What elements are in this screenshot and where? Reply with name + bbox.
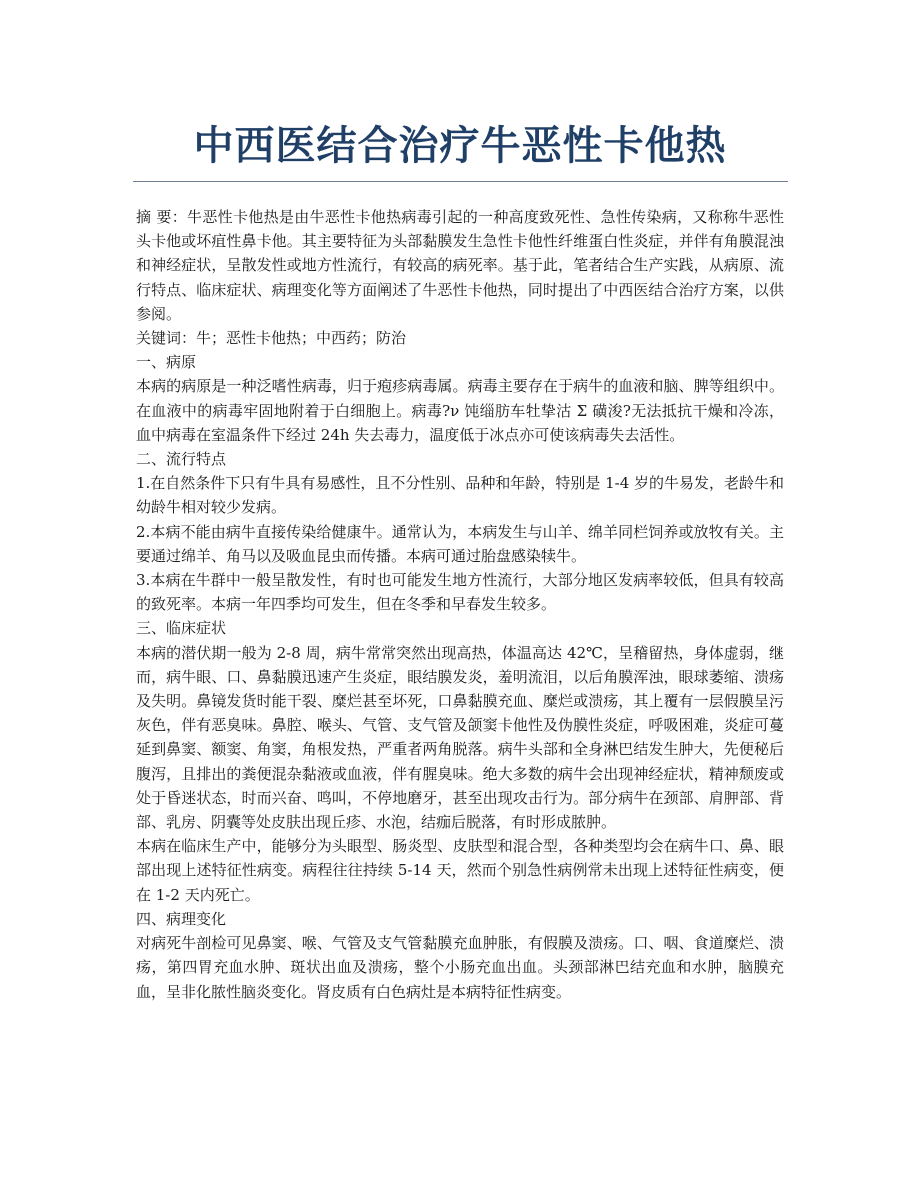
keywords-line: 关键词：牛；恶性卡他热；中西药；防治 xyxy=(136,329,407,348)
body-paragraph: 对病死牛剖检可见鼻窦、喉、气管及支气管黏膜充血肿胀，有假膜及溃疡。口、咽、食道糜烂、溃疡，第四胃充血水肿、斑状出血及溃疡，整个小肠充血出血。头颈部淋巴结充血和水肿，脑膜充血，呈非化脓性脑炎变化。肾皮质有白色病灶是本病特征性病变。 xyxy=(136,934,784,1001)
document-title: 中西医结合治疗牛恶性卡他热 xyxy=(193,123,727,169)
body-paragraph: 2.本病不能由病牛直接传染给健康牛。通常认为，本病发生与山羊、绵羊同栏饲养或放牧有关。主要通过绵羊、角马以及吸血昆虫而传播。本病可通过胎盘感染犊牛。 xyxy=(136,522,784,565)
section-heading-epidemiology: 二、流行特点 xyxy=(136,450,227,469)
body-paragraph: 本病的潜伏期一般为 2-8 周，病牛常常突然出现高热，体温高达 42℃，呈稽留热，身体虚弱，继而，病牛眼、口、鼻黏膜迅速产生炎症，眼结膜发炎，羞明流泪，以后角膜浑浊，眼球萎缩、溃疡及失明。鼻镜发货时能干裂、糜烂甚至坏死，口鼻黏膜充血、糜烂或溃疡，其上覆有一层假膜呈污灰色，伴有恶臭味。鼻腔、喉头、气管、支气管及颌窦卡他性及伪膜性炎症，呼吸困难，炎症可蔓延到鼻窦、额窦、角窦，角根发热，严重者两角脱落。病牛头部和全身淋巴结发生肿大，先便秘后腹泻，且排出的粪便混杂黏液或血液，伴有腥臭味。绝大多数的病牛会出现神经症状，精神颓废或处于昏迷状态，时而兴奋、鸣叫，不停地磨牙，甚至出现攻击行为。部分病牛在颈部、肩胛部、背部、乳房、阴囊等处皮肤出现丘疹、水泡，结痂后脱落，有时形成脓肿。 xyxy=(136,643,784,832)
section-heading-clinical-symptoms: 三、临床症状 xyxy=(136,619,227,638)
section-heading-pathology: 四、病理变化 xyxy=(136,909,227,928)
body-paragraph: 本病的病原是一种泛嗜性病毒，归于疱疹病毒属。病毒主要存在于病牛的血液和脑、脾等组织中。在血液中的病毒牢固地附着于白细胞上。病毒?ν 饨缁肪车牡挚沽 Σ 磺浚?无法抵抗干燥和冷冻，血中病毒在室温条件下经过 24h 失去毒力，温度低于冰点亦可使该病毒失去活性。 xyxy=(136,377,784,444)
document-body xyxy=(136,205,784,1004)
section-heading-pathogen: 一、病原 xyxy=(136,353,197,372)
body-paragraph: 1.在自然条件下只有牛具有易感性，且不分性别、品种和年龄，特别是 1-4 岁的牛易发，老龄牛和幼龄牛相对较少发病。 xyxy=(136,474,785,517)
title-divider xyxy=(133,181,788,182)
body-paragraph: 本病在临床生产中，能够分为头眼型、肠炎型、皮肤型和混合型，各种类型均会在病牛口、鼻、眼部出现上述特征性病变。病程往往持续 5-14 天，然而个别急性病例常未出现上述特征性病变，便在 1-2 天内死亡。 xyxy=(136,837,784,904)
abstract-paragraph: 摘 要：牛恶性卡他热是由牛恶性卡他热病毒引起的一种高度致死性、急性传染病，又称称牛恶性头卡他或坏疽性鼻卡他。其主要特征为头部黏膜发生急性卡他性纤维蛋白性炎症，并伴有角膜混浊和神经症状，呈散发性或地方性流行，有较高的病死率。基于此，笔者结合生产实践，从病原、流行特点、临床症状、病理变化等方面阐述了牛恶性卡他热，同时提出了中西医结合治疗方案，以供参阅。 xyxy=(136,208,784,323)
body-paragraph: 3.本病在牛群中一般呈散发性，有时也可能发生地方性流行，大部分地区发病率较低，但具有较高的致死率。本病一年四季均可发生，但在冬季和早春发生较多。 xyxy=(136,571,784,614)
